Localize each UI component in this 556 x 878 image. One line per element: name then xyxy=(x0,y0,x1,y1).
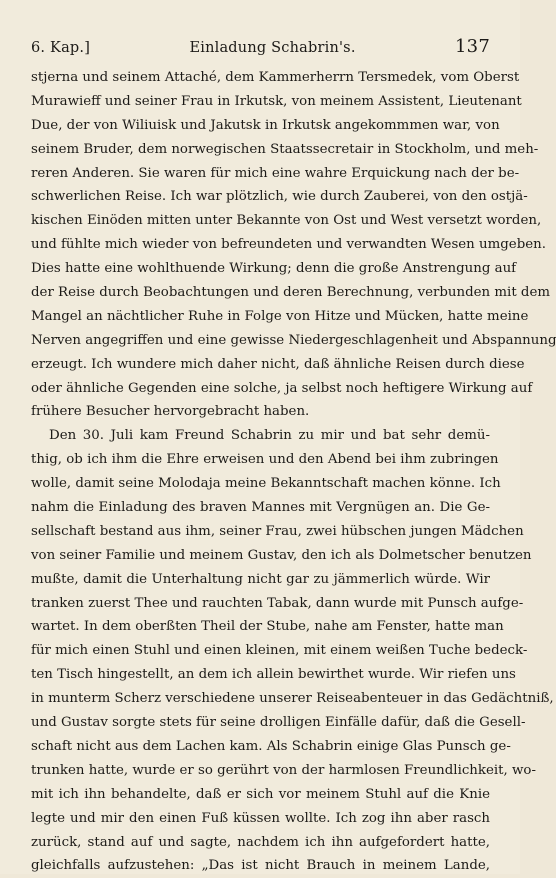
text-line: ten Tisch hingestellt, an dem ich allein bewirthet wurde. Wir riefen uns xyxy=(31,667,516,683)
text-line: frühere Besucher hervorgebracht haben. xyxy=(31,404,310,420)
text-line: thig, ob ich ihm die Ehre erweisen und den Abend bei ihm zubringen xyxy=(31,452,499,468)
text-line: kischen Einöden mitten unter Bekannte von Ost und West versetzt worden, xyxy=(31,213,542,229)
text-line: in munterm Scherz verschiedene unserer Reiseabenteuer in das Gedächtniß, xyxy=(31,691,554,707)
text-line: schwerlichen Reise. Ich war plötzlich, wie durch Zauberei, von den ostjä- xyxy=(31,189,528,205)
text-line: seinem Bruder, dem norwegischen Staatssecretair in Stockholm, und meh- xyxy=(31,141,539,157)
text-line: legte und mir den einen Fuß küssen wollte. Ich zog ihn aber rasch xyxy=(31,810,490,826)
text-line: Due, der von Wiliuisk und Jakutsk in Irkutsk angekommmen war, von xyxy=(31,117,500,133)
text-line: für mich einen Stuhl und einen kleinen, mit einem weißen Tuche bedeck- xyxy=(31,643,528,659)
chapter-reference: 6. Kap.] xyxy=(31,40,91,56)
text-line: gleichfalls aufzustehen: „Das ist nicht Brauch in meinem Lande, xyxy=(31,858,490,874)
text-line: mit ich ihn behandelte, daß er sich vor meinem Stuhl auf die Knie xyxy=(31,786,490,802)
text-line: von seiner Familie und meinem Gustav, den ich als Dolmetscher benutzen xyxy=(31,547,532,563)
text-line: erzeugt. Ich wundere mich daher nicht, daß ähnliche Reisen durch diese xyxy=(31,356,525,372)
text-line: oder ähnliche Gegenden eine solche, ja selbst noch heftigere Wirkung auf xyxy=(31,380,533,396)
text-line: mußte, damit die Unterhaltung nicht gar zu jämmerlich würde. Wir xyxy=(31,571,490,587)
text-line: Murawieff und seiner Frau in Irkutsk, von meinem Assistent, Lieutenant xyxy=(31,93,522,109)
text-line: wolle, damit seine Molodaja meine Bekanntschaft machen könne. Ich xyxy=(31,476,501,492)
text-line: sellschaft bestand aus ihm, seiner Frau, zwei hübschen jungen Mädchen xyxy=(31,523,524,539)
text-line: und Gustav sorgte stets für seine drolligen Einfälle dafür, daß die Gesell- xyxy=(31,715,526,731)
text-line: und fühlte mich wieder von befreundeten und verwandten Wesen umgeben. xyxy=(31,237,546,253)
running-title: Einladung Schabrin's. xyxy=(189,40,356,56)
text-line: tranken zuerst Thee und rauchten Tabak, dann wurde mit Punsch aufge- xyxy=(31,595,524,611)
text-line: zurück, stand auf und sagte, nachdem ich ihn aufgefordert hatte, xyxy=(31,834,490,850)
text-line: schaft nicht aus dem Lachen kam. Als Schabrin einige Glas Punsch ge- xyxy=(31,738,511,754)
running-header xyxy=(31,36,490,58)
body-text xyxy=(31,66,556,878)
text-line: der Reise durch Beobachtungen und deren Berechnung, verbunden mit dem xyxy=(31,285,551,301)
text-line: Den 30. Juli kam Freund Schabrin zu mir und bat sehr demü- xyxy=(49,428,490,444)
text-line: reren Anderen. Sie waren für mich eine wahre Erquickung nach der be- xyxy=(31,165,520,181)
text-line: Dies hatte eine wohlthuende Wirkung; denn die große Anstrengung auf xyxy=(31,261,517,277)
text-line: nahm die Einladung des braven Mannes mit Vergnügen an. Die Ge- xyxy=(31,500,490,516)
text-line: Mangel an nächtlicher Ruhe in Folge von Hitze und Mücken, hatte meine xyxy=(31,308,529,324)
text-line: wartet. In dem oberßten Theil der Stube, nahe am Fenster, hatte man xyxy=(31,619,504,635)
text-line: trunken hatte, wurde er so gerührt von der harmlosen Freundlichkeit, wo- xyxy=(31,762,536,778)
text-line: stjerna und seinem Attaché, dem Kammerherrn Tersmedek, vom Oberst xyxy=(31,70,520,85)
page-number: 137 xyxy=(455,36,490,57)
text-line: Nerven angegriffen und eine gewisse Niedergeschlagenheit und Abspannung xyxy=(31,332,556,348)
